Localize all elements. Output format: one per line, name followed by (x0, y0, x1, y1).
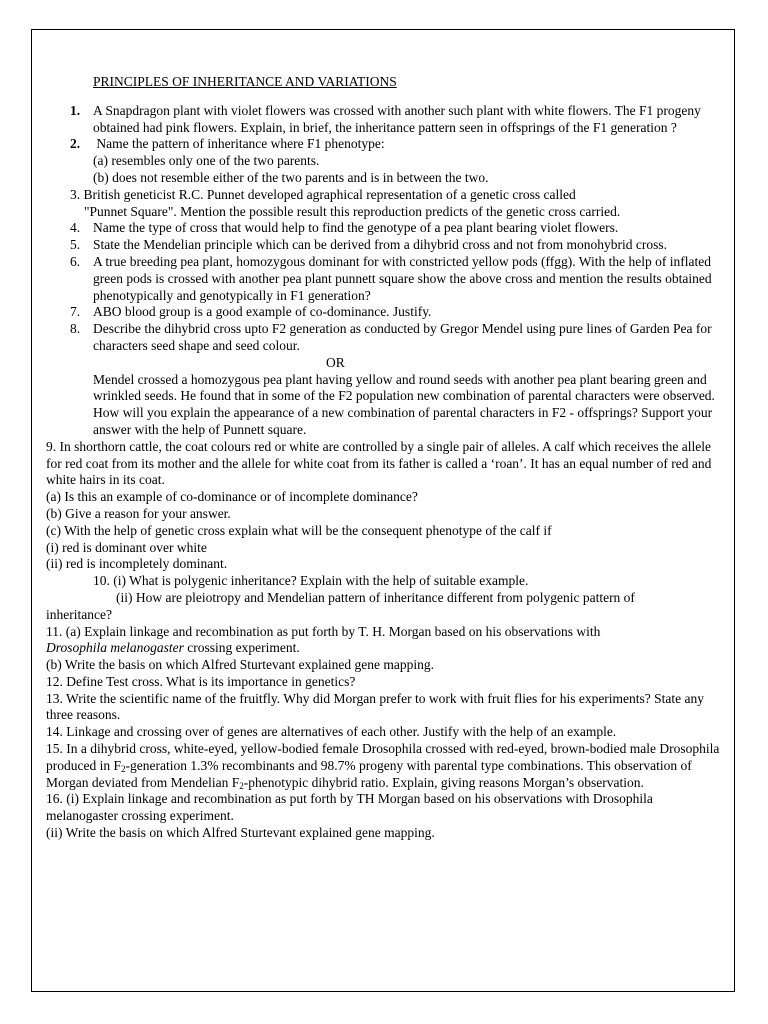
question-option: (ii) Write the basis on which Alfred Sturtevant explained gene mapping. (46, 825, 435, 841)
question-3 (46, 187, 726, 221)
question-option: (b) does not resemble either of the two parents and is in between the two. (93, 169, 489, 185)
question-number: 1. (70, 102, 81, 118)
question-text: A true breeding pea plant, homozygous dominant for with constricted yellow pods (ffgg). With the help of inflated green pods is crossed with another pea plant punnett square show the above cross and mention the results obtained phenotypically and genotypically in F1 generation? (93, 253, 712, 303)
question-4 (46, 220, 726, 237)
question-text-continued: Drosophila melanogaster crossing experiment. (46, 640, 300, 656)
question-12: 12. Define Test cross. What is its importance in genetics? (46, 673, 356, 689)
question-number: 6. (70, 253, 81, 269)
question-option: (b) Write the basis on which Alfred Sturtevant explained gene mapping. (46, 657, 434, 673)
question-text: 10. (i) What is polygenic inheritance? Explain with the help of suitable example. (93, 573, 529, 589)
question-number: 8. (70, 321, 81, 337)
question-9 (46, 439, 726, 573)
question-text: ABO blood group is a good example of co-dominance. Justify. (93, 304, 432, 320)
question-text: 3. British geneticist R.C. Punnet developed agraphical representation of a genetic cross called (70, 186, 576, 202)
question-text: 11. (a) Explain linkage and recombination as put forth by T. H. Morgan based on his observations with (46, 623, 601, 639)
question-text: 9. In shorthorn cattle, the coat colours red or white are controlled by a single pair of alleles. A calf which receives the allele for red coat from its mother and the allele for white coat from its father is called a ‘roan’. It has an equal number of red and white hairs in its coat. (46, 438, 712, 488)
question-7 (46, 304, 726, 321)
question-15: 15. In a dihybrid cross, white-eyed, yellow-bodied female Drosophila crossed with red-eyed, brown-bodied male Drosophila produced in $F_2$-generation 1.3% recombinants and 98.7% progeny with parental type combinations. This observation of Morgan deviated from Mendelian $F_2$-phenotypic dihybrid ratio. Explain, giving reasons Morgan’s observation. (46, 741, 720, 791)
question-text-continued: "Punnet Square". Mention the possible result this reproduction predicts of the genetic cross carried. (84, 203, 621, 219)
question-number: 4. (70, 220, 81, 236)
question-number: 7. (70, 304, 81, 320)
question-14: 14. Linkage and crossing over of genes are alternatives of each other. Justify with the help of an example. (46, 724, 617, 740)
question-2 (46, 136, 726, 186)
question-option: (c) With the help of genetic cross explain what will be the consequent phenotype of the calf if (46, 522, 552, 538)
question-text: Name the type of cross that would help to find the genotype of a pea plant bearing violet flowers. (93, 220, 619, 236)
question-text: A Snapdragon plant with violet flowers was crossed with another such plant with white flowers. The F1 progeny obtained had pink flowers. Explain, in brief, the inheritance pattern seen in offsprings of the F1 generation ? (93, 102, 701, 135)
or-separator: OR (326, 354, 345, 370)
question-8-alternative: Mendel crossed a homozygous pea plant having yellow and round seeds with another pea plant bearing green and wrinkled seeds. He found that in some of the F2 population new combination of parental characters were observed. (93, 371, 715, 404)
question-option: (b) Give a reason for your answer. (46, 505, 231, 521)
question-1 (46, 103, 726, 137)
question-sub-option: (i) red is dominant over white (46, 539, 207, 555)
question-8 (46, 321, 726, 355)
question-11 (46, 624, 726, 674)
question-10 (46, 573, 726, 623)
question-text: Describe the dihybrid cross upto F2 generation as conducted by Gregor Mendel using pure lines of Garden Pea for characters seed shape and seed colour. (93, 321, 712, 353)
page-title: PRINCIPLES OF INHERITANCE AND VARIATIONS (93, 74, 397, 89)
question-option: (a) Is this an example of co-dominance or of incomplete dominance? (46, 489, 418, 505)
document-body (46, 74, 726, 842)
question-text-continued: inheritance? (46, 606, 112, 622)
question-8-alternative-prompt: How will you explain the appearance of a new combination of parental characters in F2 - offsprings? Support your answer with the help of Punnett square. (93, 405, 713, 437)
question-16 (46, 791, 726, 841)
question-text: State the Mendelian principle which can be derived from a dihybrid cross and not from monohybrid cross. (93, 237, 667, 253)
question-number: 5. (70, 237, 81, 253)
question-5 (46, 237, 726, 254)
question-text: (ii) How are pleiotropy and Mendelian pattern of inheritance different from polygenic pattern of (116, 589, 635, 605)
question-6 (46, 254, 726, 304)
question-option: (a) resembles only one of the two parents. (93, 153, 320, 169)
question-text: Name the pattern of inheritance where F1 phenotype: (93, 136, 385, 152)
question-number: 2. (70, 136, 81, 152)
question-sub-option: (ii) red is incompletely dominant. (46, 556, 228, 572)
species-name: Drosophila melanogaster (46, 640, 184, 656)
question-text: 16. (i) Explain linkage and recombination as put forth by TH Morgan based on his observations with Drosophila melanogaster crossing experiment. (46, 791, 653, 824)
question-13: 13. Write the scientific name of the fruitfly. Why did Morgan prefer to work with fruit flies for his experiments? State any three reasons. (46, 690, 705, 723)
